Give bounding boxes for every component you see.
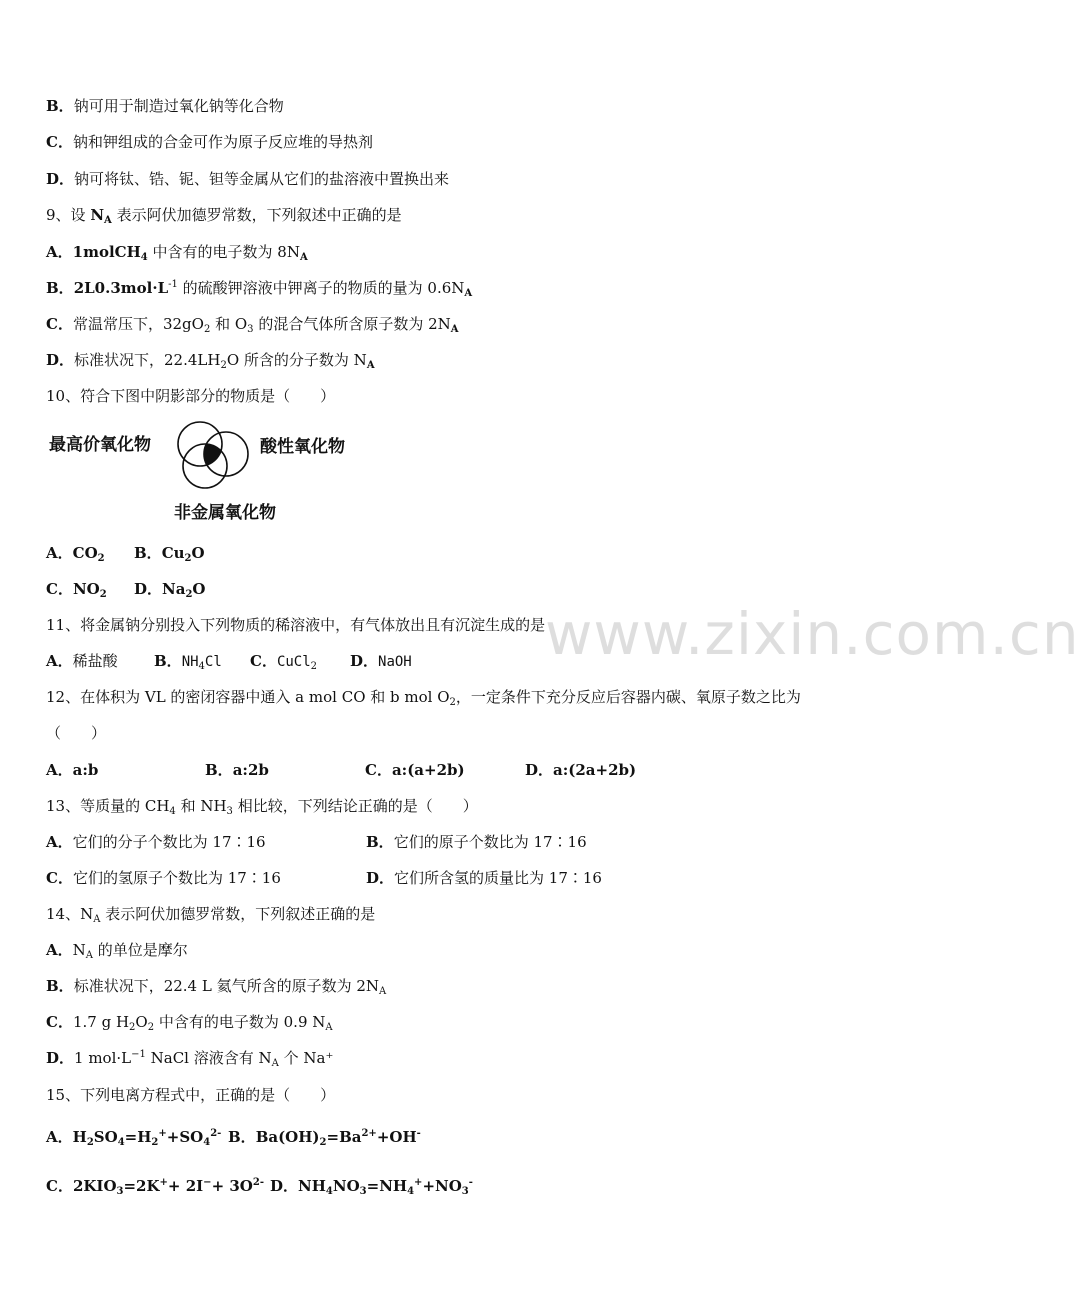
q12-option-b: B．a:2b (205, 761, 269, 779)
q13-option-a: A．它们的分子个数比为 17∶16 (46, 833, 266, 851)
option-letter: D． (46, 170, 75, 188)
q15-option-a: A．$H_2SO_4=H_2^++SO_4^{2-}$ (46, 1128, 222, 1148)
q15-option-b: B．$Ba(OH)_2=Ba^{2+}+OH^-$ (228, 1128, 421, 1148)
q10-option-b: B．$Cu_2O$ (134, 544, 205, 564)
q12-option-c: C．a:(a+2b) (365, 761, 465, 779)
q9-stem: 9、设 $N_A$ 表示阿伏加德罗常数，下列叙述中正确的是 (46, 206, 402, 226)
venn-label-left: 最高价氧化物 (49, 435, 151, 455)
q13-option-b: B．它们的原子个数比为 17∶16 (366, 833, 587, 851)
q14-option-c: C．1.7 g $H_2O_2$ 中含有的电子数为 0.9 $N_A$ (46, 1013, 333, 1033)
q13-stem: 13、等质量的 $CH_4$ 和 $NH_3$ 相比较，下列结论正确的是（ ） (46, 797, 478, 817)
venn-circles (170, 420, 254, 492)
q13-option-c: C．它们的氢原子个数比为 17∶16 (46, 869, 281, 887)
q14-option-d: D．1 $mol\cdot L^{-1}$ NaCl 溶液含有 $N_A$ 个 Na⁺ (46, 1049, 334, 1069)
q8-option-b (46, 96, 284, 116)
q9-option-a: A．1molCH$_4$ 中含有的电子数为 $8N_A$ (46, 243, 308, 263)
q10-option-a: A．$CO_2$ (46, 544, 105, 564)
q10-stem: 10、符合下图中阴影部分的物质是（ ） (46, 387, 336, 405)
venn-diagram (46, 418, 376, 528)
q12-option-a: A．a:b (46, 761, 99, 779)
q12-option-d: D．a:(2a+2b) (525, 761, 637, 779)
q15-option-c: C．$2KIO_3=2K^++ 2I^-+ 3O^{2-}$ (46, 1177, 264, 1197)
q8-option-c (46, 132, 373, 152)
q10-option-c: C．$NO_2$ (46, 580, 107, 600)
q10-option-d: D．$Na_2O$ (134, 580, 206, 600)
watermark: www.zixin.com.cn (545, 600, 1080, 668)
q11-option-b: B．$NH_4Cl$ (154, 652, 222, 672)
q13-option-d: D．它们所含氢的质量比为 17∶16 (366, 869, 602, 887)
q8-option-d (46, 169, 449, 189)
q11-option-c: C．CuCl$_2$ (250, 652, 318, 672)
q12-stem: 12、在体积为 VL 的密闭容器中通入 a mol CO 和 b mol $O_2$，一定条件下充分反应后容器内碳、氧原子数之比为 (46, 688, 801, 708)
option-letter: C． (46, 133, 73, 151)
q15-option-d: D．$NH_4NO_3=NH_4^++NO_3^-$ (270, 1177, 473, 1197)
q12-paren: （ ） (46, 724, 107, 742)
q11-option-d: D．NaOH (350, 652, 412, 670)
q9-option-d: D．标准状况下，$22.4LH_2O$ 所含的分子数为 $N_A$ (46, 351, 375, 371)
option-letter: B． (46, 97, 74, 115)
option-text: 钠可用于制造过氧化钠等化合物 (73, 97, 284, 115)
q11-option-a: A．稀盐酸 (46, 652, 118, 670)
q14-option-a: A．$N_A$ 的单位是摩尔 (46, 941, 188, 961)
venn-label-bottom: 非金属氧化物 (174, 503, 276, 523)
q14-option-b: B．标准状况下，22.4 L 氦气所含的原子数为 $2N_A$ (46, 977, 387, 997)
q9-option-c: C．常温常压下，$32gO_2$ 和 $O_3$ 的混合气体所含原子数为 $2N_A$ (46, 315, 459, 335)
q14-stem: 14、$N_A$ 表示阿伏加德罗常数，下列叙述正确的是 (46, 905, 376, 925)
q11-stem: 11、将金属钠分别投入下列物质的稀溶液中，有气体放出且有沉淀生成的是 (46, 616, 546, 634)
q9-option-b: B．$2L0.3mol\cdot L^{-1}$ 的硫酸钾溶液中钾离子的物质的量为 $0.6N_A$ (46, 279, 473, 299)
q15-stem: 15、下列电离方程式中，正确的是（ ） (46, 1086, 336, 1104)
option-text: 钠和钾组成的合金可作为原子反应堆的导热剂 (72, 133, 373, 151)
option-text: 钠可将钛、锆、铌、钽等金属从它们的盐溶液中置换出来 (74, 170, 450, 188)
venn-label-right: 酸性氧化物 (260, 437, 345, 457)
